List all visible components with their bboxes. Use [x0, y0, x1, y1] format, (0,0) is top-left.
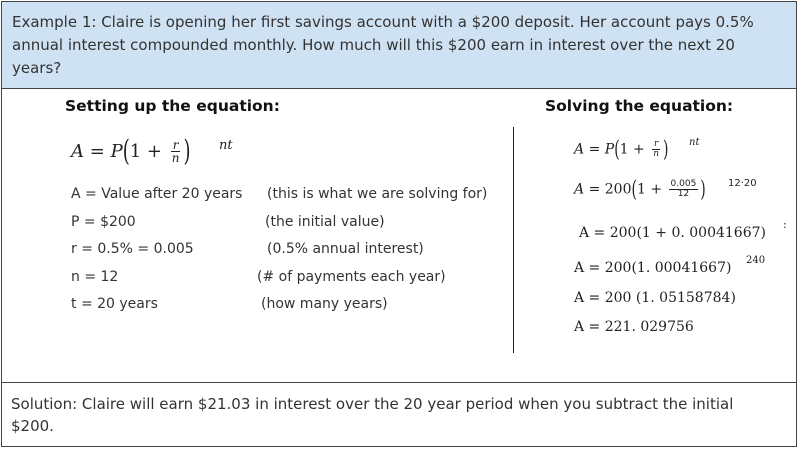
- step2-eq: =: [588, 181, 601, 198]
- formula-close-paren: ): [183, 134, 191, 169]
- step2-open-paren: (: [631, 176, 637, 203]
- step2-exponent: 12·20: [728, 178, 757, 189]
- setup-heading: Setting up the equation:: [65, 97, 280, 115]
- step2-coef: 200: [604, 181, 632, 198]
- solve-step-6: A = 221. 029756: [574, 319, 694, 335]
- formula-p: P: [110, 140, 123, 162]
- var-p-note: (the initial value): [265, 214, 385, 230]
- formula-lhs: A: [71, 140, 84, 162]
- step1-lhs: A: [574, 141, 585, 158]
- step1-n: n: [653, 149, 660, 159]
- step1-p: P: [604, 141, 615, 158]
- solution-text: Solution: Claire will earn $21.03 in interest over the 20 year period when you subtract the initial $200.: [11, 395, 734, 435]
- step1-exponent: nt: [689, 137, 700, 148]
- column-divider: [513, 127, 514, 353]
- var-r-def: r = 0.5% = 0.005: [71, 241, 194, 257]
- step4-exponent: 240: [746, 255, 766, 266]
- formula-r: r: [172, 138, 179, 152]
- step3-mark: :: [783, 218, 787, 231]
- step2-close-paren: ): [700, 176, 706, 203]
- setup-formula: [71, 134, 191, 169]
- step1-plus: +: [633, 141, 645, 158]
- formula-exponent: nt: [219, 138, 233, 153]
- step1-close-paren: ): [663, 136, 669, 163]
- formula-plus: +: [146, 140, 162, 162]
- step2-one: 1: [636, 181, 646, 198]
- solve-step-1: [574, 136, 669, 163]
- step1-one: 1: [619, 141, 629, 158]
- formula-one: 1: [129, 140, 142, 162]
- var-p-def: P = $200: [71, 214, 136, 230]
- solving-heading: Solving the equation:: [545, 97, 734, 115]
- var-a-note: (this is what we are solving for): [267, 186, 488, 202]
- var-t-def: t = 20 years: [71, 296, 158, 312]
- formula-eq: =: [89, 140, 105, 162]
- example-prompt: Example 1: Claire is opening her first savings account with a $200 deposit. Her account pays 0.5% annual interest compounded monthly. How much will this $200 earn in interest over the next 20 years?: [1, 1, 797, 89]
- solve-step-4: A = 200(1. 00041667): [574, 260, 732, 276]
- step1-eq: =: [588, 141, 601, 158]
- step2-denominator: 12: [677, 189, 690, 199]
- solve-step-3: A = 200(1 + 0. 00041667): [579, 225, 766, 241]
- var-n-def: n = 12: [71, 269, 119, 285]
- step1-fraction: [651, 140, 661, 159]
- step1-r: r: [653, 139, 659, 149]
- var-r-note: (0.5% annual interest): [267, 241, 424, 257]
- step2-plus: +: [650, 181, 663, 198]
- formula-open-paren: (: [122, 134, 130, 169]
- formula-n: n: [171, 151, 180, 165]
- step1-open-paren: (: [614, 136, 620, 163]
- solution-divider: [1, 382, 797, 383]
- step2-lhs: A: [574, 181, 585, 198]
- var-t-note: (how many years): [261, 296, 388, 312]
- step2-numerator: 0.005: [670, 179, 697, 189]
- solve-step-2: [574, 176, 706, 203]
- var-n-note: (# of payments each year): [257, 269, 446, 285]
- formula-fraction: [170, 139, 182, 165]
- step2-fraction: [669, 180, 699, 199]
- solve-step-5: A = 200 (1. 05158784): [574, 290, 736, 306]
- var-a-def: A = Value after 20 years: [71, 186, 243, 202]
